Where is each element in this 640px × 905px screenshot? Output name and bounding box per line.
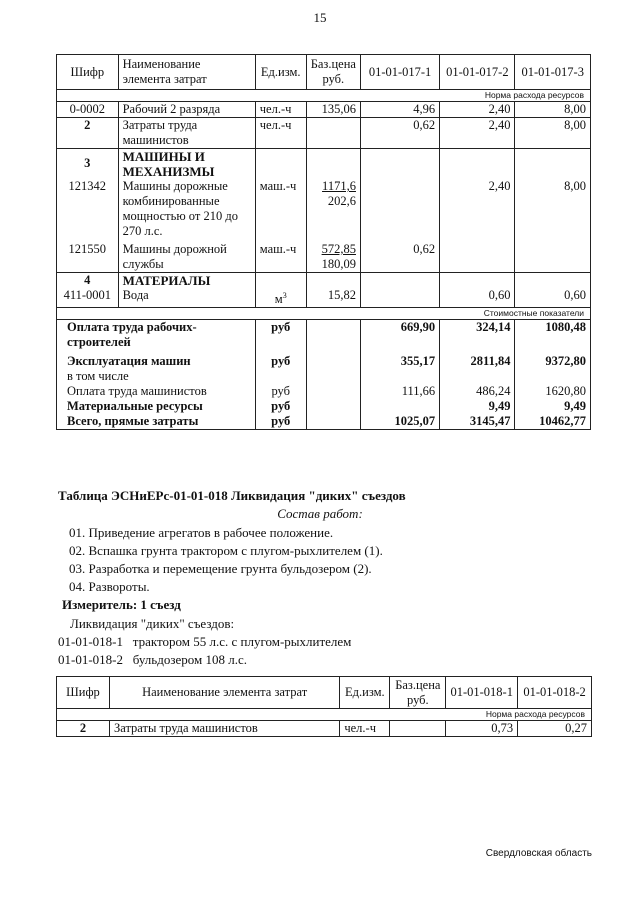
cost-unit: руб — [255, 399, 306, 414]
header-code: Шифр — [57, 55, 119, 90]
header-price: Баз.цена руб. — [390, 677, 446, 709]
cost-value-3: 9372,80 — [515, 350, 591, 384]
row-unit: чел.-ч — [255, 102, 306, 118]
norm-label: Норма расхода ресурсов — [57, 709, 592, 721]
row-code: 121342 — [57, 179, 119, 239]
cost-name: Всего, прямые затраты — [57, 414, 256, 430]
header-unit: Ед.изм. — [255, 55, 306, 90]
cost-value-3: 1080,48 — [515, 320, 591, 351]
cost-value-2: 324,14 — [440, 320, 515, 351]
table-row — [57, 273, 591, 289]
header-code: Шифр — [57, 677, 110, 709]
row-name: МАШИНЫ И МЕХАНИЗМЫ — [118, 149, 255, 180]
cost-row — [57, 350, 591, 384]
cost-unit: руб — [255, 414, 306, 430]
cost-value-2: 2811,84 — [440, 350, 515, 384]
row-value-3 — [515, 239, 591, 273]
row-value-1: 0,73 — [446, 721, 518, 737]
row-value-2: 2,40 — [440, 118, 515, 149]
table-row — [57, 118, 591, 149]
cost-value-1: 111,66 — [360, 384, 439, 399]
cost-row — [57, 384, 591, 399]
work-item: 02. Вспашка грунта трактором с плугом-рыхлителем (1). — [69, 543, 383, 558]
row-value-3: 8,00 — [515, 118, 591, 149]
row-value-3: 8,00 — [515, 179, 591, 239]
row-unit: чел.-ч — [255, 118, 306, 149]
cost-row — [57, 414, 591, 430]
code-line: 01-01-018-1 трактором 55 л.с. с плугом-рыхлителем — [58, 634, 352, 649]
row-name: Затраты труда машинистов — [109, 721, 339, 737]
row-value-1: 0,62 — [360, 118, 439, 149]
row-value-2 — [440, 239, 515, 273]
resource-table-017 — [56, 54, 591, 430]
cost-name: Эксплуатация машин в том числе — [57, 350, 256, 384]
cost-unit: руб — [255, 384, 306, 399]
cost-value-3: 1620,80 — [515, 384, 591, 399]
cost-value-1: 669,90 — [360, 320, 439, 351]
norm-label: Норма расхода ресурсов — [57, 90, 591, 102]
row-name: Машины дорожной службы — [118, 239, 255, 273]
header-unit: Ед.изм. — [340, 677, 390, 709]
row-unit: чел.-ч — [340, 721, 390, 737]
work-item: 01. Приведение агрегатов в рабочее положение. — [69, 525, 334, 540]
row-value-2: 2,40 — [440, 179, 515, 239]
header-col1: 01-01-018-1 — [446, 677, 518, 709]
header-col3: 01-01-017-3 — [515, 55, 591, 90]
meter-label: Измеритель: 1 съезд — [62, 597, 181, 612]
row-price: 1171,6 202,6 — [306, 179, 360, 239]
row-name: МАТЕРИАЛЫ — [118, 273, 255, 289]
row-value-1: 0,62 — [360, 239, 439, 273]
table-row — [57, 239, 591, 273]
row-name: Вода — [118, 288, 255, 308]
row-price: 15,82 — [306, 288, 360, 308]
table-row — [57, 149, 591, 180]
table-row — [57, 721, 592, 737]
row-value-1: 4,96 — [360, 102, 439, 118]
row-price: 572,85 180,09 — [306, 239, 360, 273]
page-number: 15 — [313, 10, 327, 25]
code-line: 01-01-018-2 бульдозером 108 л.с. — [58, 652, 247, 667]
row-name: Затраты труда машинистов — [118, 118, 255, 149]
resource-table-018 — [56, 676, 592, 737]
row-code: 2 — [57, 721, 110, 737]
row-value-3: 0,60 — [515, 288, 591, 308]
liquidation-label: Ликвидация "диких" съездов: — [70, 616, 235, 631]
header-col1: 01-01-017-1 — [360, 55, 439, 90]
row-value-2: 0,60 — [440, 288, 515, 308]
row-value-2: 2,40 — [440, 102, 515, 118]
work-item: 03. Разработка и перемещение грунта бульдозером (2). — [69, 561, 372, 576]
cost-unit: руб — [255, 350, 306, 384]
row-code: 3 — [57, 149, 119, 180]
cost-name: Материальные ресурсы — [57, 399, 256, 414]
cost-unit: руб — [255, 320, 306, 351]
composition-title: Состав работ: — [277, 506, 363, 521]
row-price — [390, 721, 446, 737]
row-price: 135,06 — [306, 102, 360, 118]
cost-name: Оплата труда машинистов — [57, 384, 256, 399]
cost-row — [57, 320, 591, 351]
cost-name: Оплата труда рабочих-строителей — [57, 320, 256, 351]
cost-value-1: 355,17 — [360, 350, 439, 384]
row-price — [306, 118, 360, 149]
row-code: 411-0001 — [57, 288, 119, 308]
work-item: 04. Развороты. — [69, 579, 150, 594]
cost-row — [57, 399, 591, 414]
footer-region: Свердловская область — [485, 848, 592, 859]
row-value-2: 0,27 — [518, 721, 592, 737]
row-name: Машины дорожные комбинированные мощностью от 210 до 270 л.с. — [118, 179, 255, 239]
row-value-1 — [360, 288, 439, 308]
header-col2: 01-01-018-2 — [518, 677, 592, 709]
table-header-row — [57, 55, 591, 90]
header-name: Наименование элемента затрат — [118, 55, 255, 90]
row-code: 121550 — [57, 239, 119, 273]
table-row — [57, 102, 591, 118]
cost-value-2: 3145,47 — [440, 414, 515, 430]
row-value-1 — [360, 179, 439, 239]
row-unit: $м^3$ — [255, 288, 306, 308]
header-name: Наименование элемента затрат — [109, 677, 339, 709]
cost-label: Стоимостные показатели — [57, 308, 591, 320]
row-value-3: 8,00 — [515, 102, 591, 118]
section-heading: Таблица ЭСНиЕРс-01-01-018 Ликвидация "диких" съездов — [58, 488, 406, 503]
table-row — [57, 288, 591, 308]
row-code: 2 — [57, 118, 119, 149]
row-code: 4 — [57, 273, 119, 289]
row-name: Рабочий 2 разряда — [118, 102, 255, 118]
cost-value-1 — [360, 399, 439, 414]
row-unit: маш.-ч — [255, 239, 306, 273]
cost-value-3: 9,49 — [515, 399, 591, 414]
cost-value-2: 486,24 — [440, 384, 515, 399]
table-row — [57, 179, 591, 239]
cost-value-3: 10462,77 — [515, 414, 591, 430]
header-col2: 01-01-017-2 — [440, 55, 515, 90]
cost-value-2: 9,49 — [440, 399, 515, 414]
cost-value-1: 1025,07 — [360, 414, 439, 430]
row-code: 0-0002 — [57, 102, 119, 118]
row-unit: маш.-ч — [255, 179, 306, 239]
header-price: Баз.цена руб. — [306, 55, 360, 90]
table-header-row — [57, 677, 592, 709]
